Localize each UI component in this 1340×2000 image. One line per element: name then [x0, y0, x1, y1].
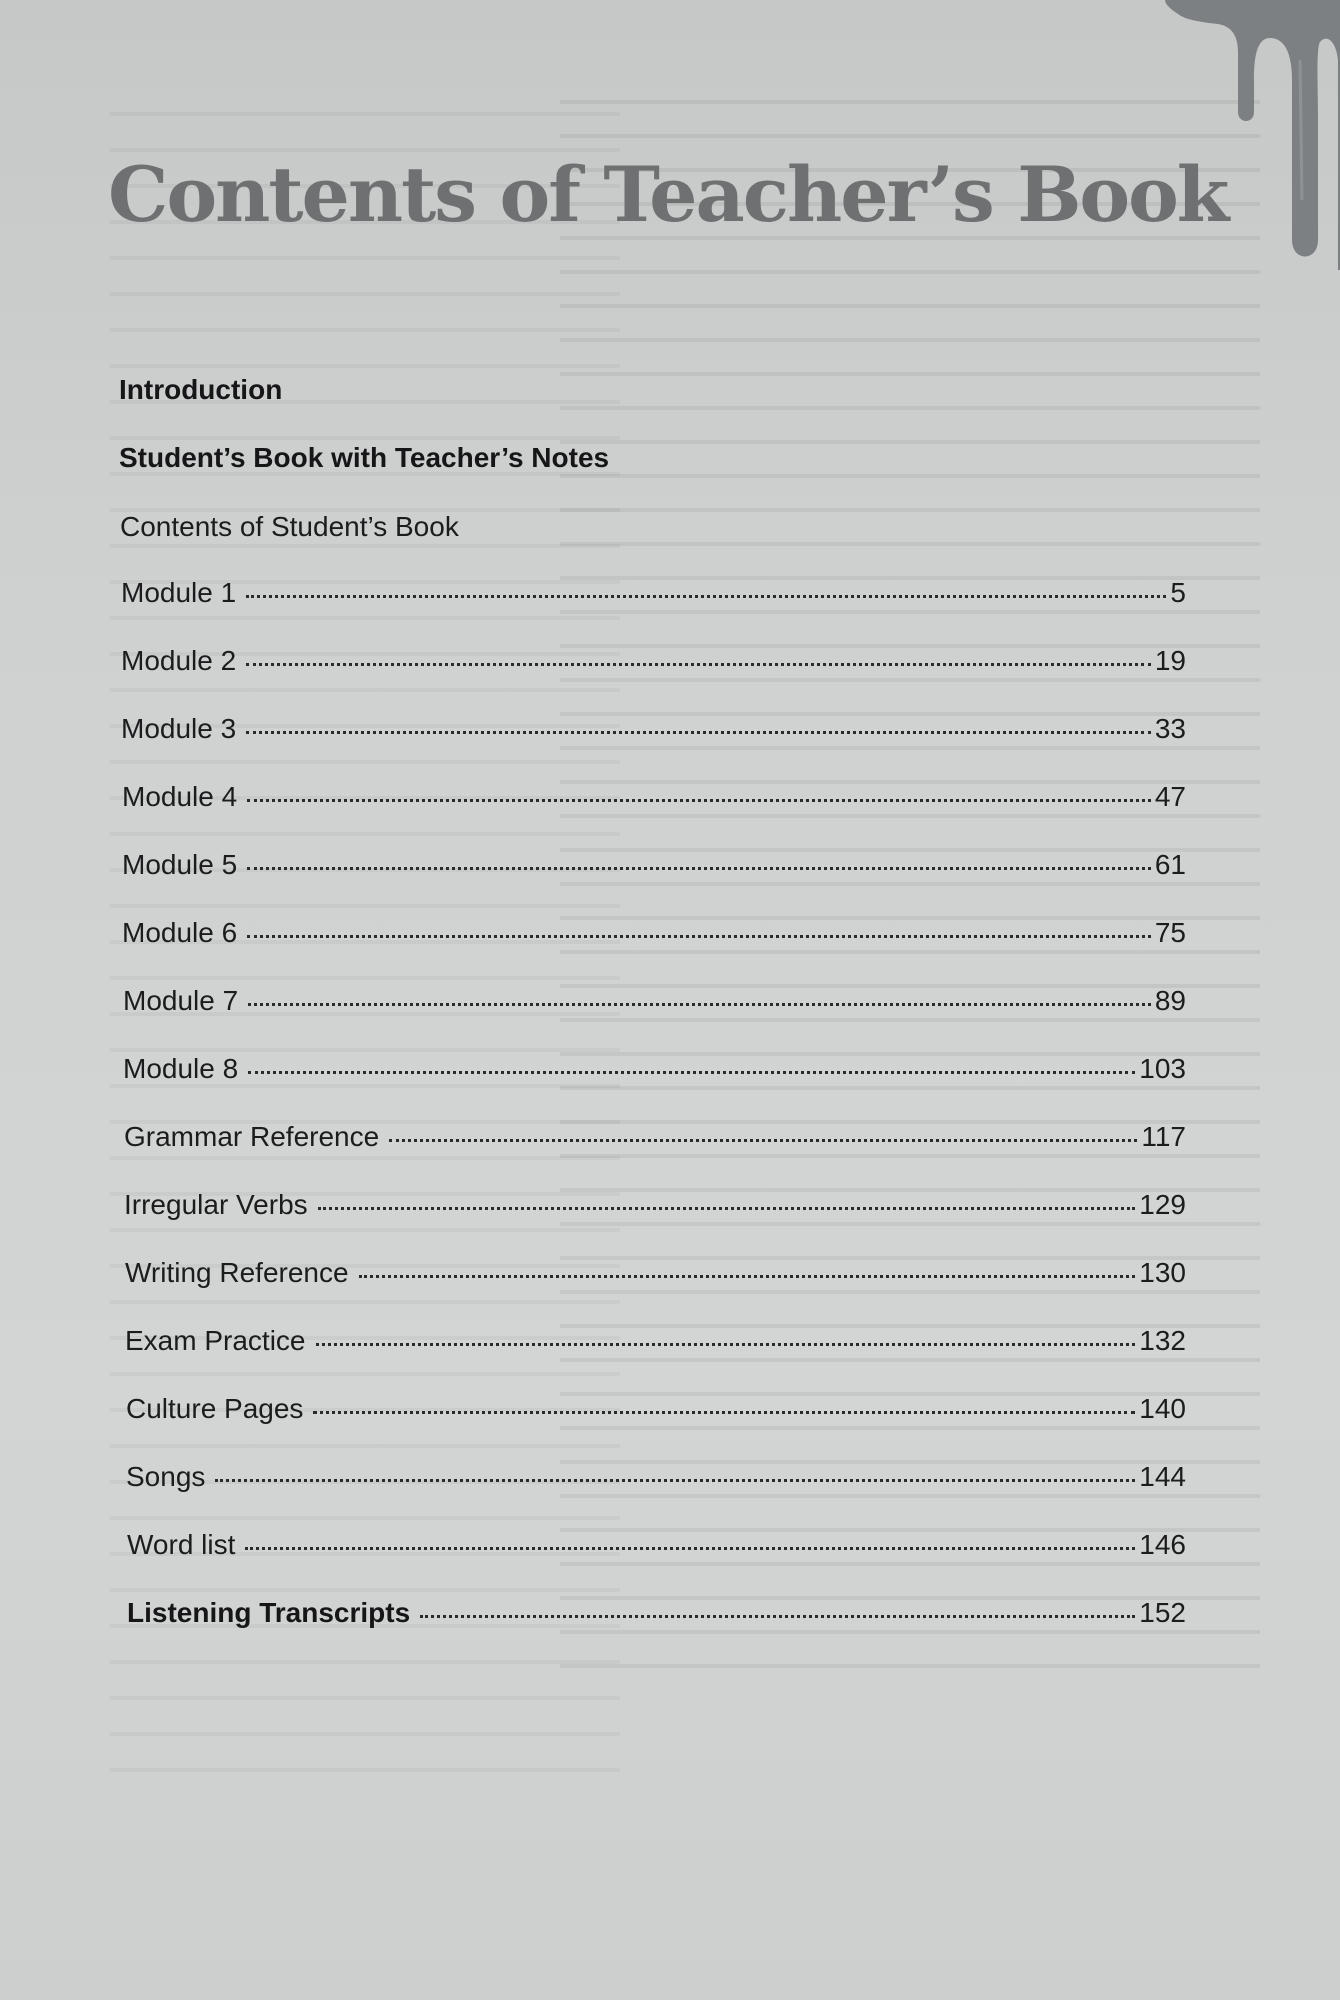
- entry-label: Culture Pages: [126, 1393, 304, 1424]
- section-introduction: Introduction: [119, 374, 283, 405]
- entry-label: Grammar Reference: [124, 1121, 380, 1152]
- entry-page-number: 144: [1139, 1461, 1186, 1492]
- entry-page-number: 89: [1154, 985, 1186, 1016]
- section-students-book-with-notes: Student’s Book with Teacher’s Notes: [119, 442, 610, 473]
- toc-entry-listening-transcripts: [127, 1597, 1186, 1637]
- entry-label: Module 4: [122, 781, 238, 812]
- toc-entry-culture-pages: [126, 1393, 1186, 1433]
- entry-page-number: 5: [1170, 577, 1186, 608]
- toc-entry-irregular-verbs: [124, 1189, 1186, 1229]
- toc-entry-module-2: [121, 645, 1186, 685]
- entry-page-number: 61: [1154, 849, 1186, 880]
- dot-leader: [313, 1411, 1135, 1414]
- entry-page-number: 117: [1141, 1121, 1186, 1152]
- entry-page-number: 75: [1154, 917, 1186, 948]
- dot-leader: [245, 1547, 1135, 1550]
- toc-entry-songs: [126, 1461, 1186, 1501]
- entry-page-number: 140: [1139, 1393, 1186, 1424]
- entry-page-number: 129: [1139, 1189, 1186, 1220]
- toc-entry-exam-practice: [125, 1325, 1186, 1365]
- entry-page-number: 132: [1139, 1325, 1186, 1356]
- entry-page-number: 103: [1139, 1053, 1186, 1084]
- toc-entry-module-1: [121, 577, 1186, 617]
- entry-page-number: 47: [1154, 781, 1186, 812]
- dot-leader: [247, 867, 1151, 870]
- dot-leader: [420, 1615, 1135, 1618]
- entry-label: Module 3: [121, 713, 237, 744]
- entry-page-number: 146: [1139, 1529, 1186, 1560]
- toc-entry-module-4: [122, 781, 1186, 821]
- entry-page-number: 152: [1139, 1597, 1186, 1628]
- dot-leader: [247, 935, 1151, 938]
- dot-leader: [318, 1207, 1136, 1210]
- entry-label: Module 8: [123, 1053, 239, 1084]
- toc-entry-module-5: [122, 849, 1186, 889]
- toc-entry-module-3: [121, 713, 1186, 753]
- dot-leader: [247, 799, 1151, 802]
- toc-entry-module-7: [123, 985, 1186, 1025]
- dot-leader: [246, 595, 1166, 598]
- entry-label: Module 2: [121, 645, 237, 676]
- section-contents-of-students-book: Contents of Student’s Book: [120, 511, 459, 542]
- entry-label: Module 6: [122, 917, 238, 948]
- entry-page-number: 130: [1139, 1257, 1186, 1288]
- entry-page-number: 19: [1154, 645, 1186, 676]
- entry-label: Module 1: [121, 577, 237, 608]
- entry-label: Irregular Verbs: [124, 1189, 308, 1220]
- toc-entry-grammar-reference: [124, 1121, 1186, 1161]
- dot-leader: [359, 1275, 1136, 1278]
- toc-entry-module-6: [122, 917, 1186, 957]
- dot-leader: [248, 1003, 1151, 1006]
- entry-label: Writing Reference: [125, 1257, 349, 1288]
- entry-label: Exam Practice: [125, 1325, 306, 1356]
- toc-entry-writing-reference: [125, 1257, 1186, 1297]
- dot-leader: [316, 1343, 1136, 1346]
- page-title: Contents of Teacher’s Book: [108, 150, 1228, 239]
- entry-label: Module 5: [122, 849, 238, 880]
- entry-label: Songs: [126, 1461, 206, 1492]
- entry-label: Listening Transcripts: [127, 1597, 411, 1628]
- toc-entry-module-8: [123, 1053, 1186, 1093]
- entry-label: Module 7: [123, 985, 239, 1016]
- dot-leader: [248, 1071, 1135, 1074]
- dot-leader: [389, 1139, 1137, 1142]
- dot-leader: [246, 731, 1151, 734]
- dot-leader: [246, 663, 1151, 666]
- dot-leader: [215, 1479, 1135, 1482]
- entry-label: Word list: [127, 1529, 236, 1560]
- entry-page-number: 33: [1154, 713, 1186, 744]
- toc-entry-word-list: [127, 1529, 1186, 1569]
